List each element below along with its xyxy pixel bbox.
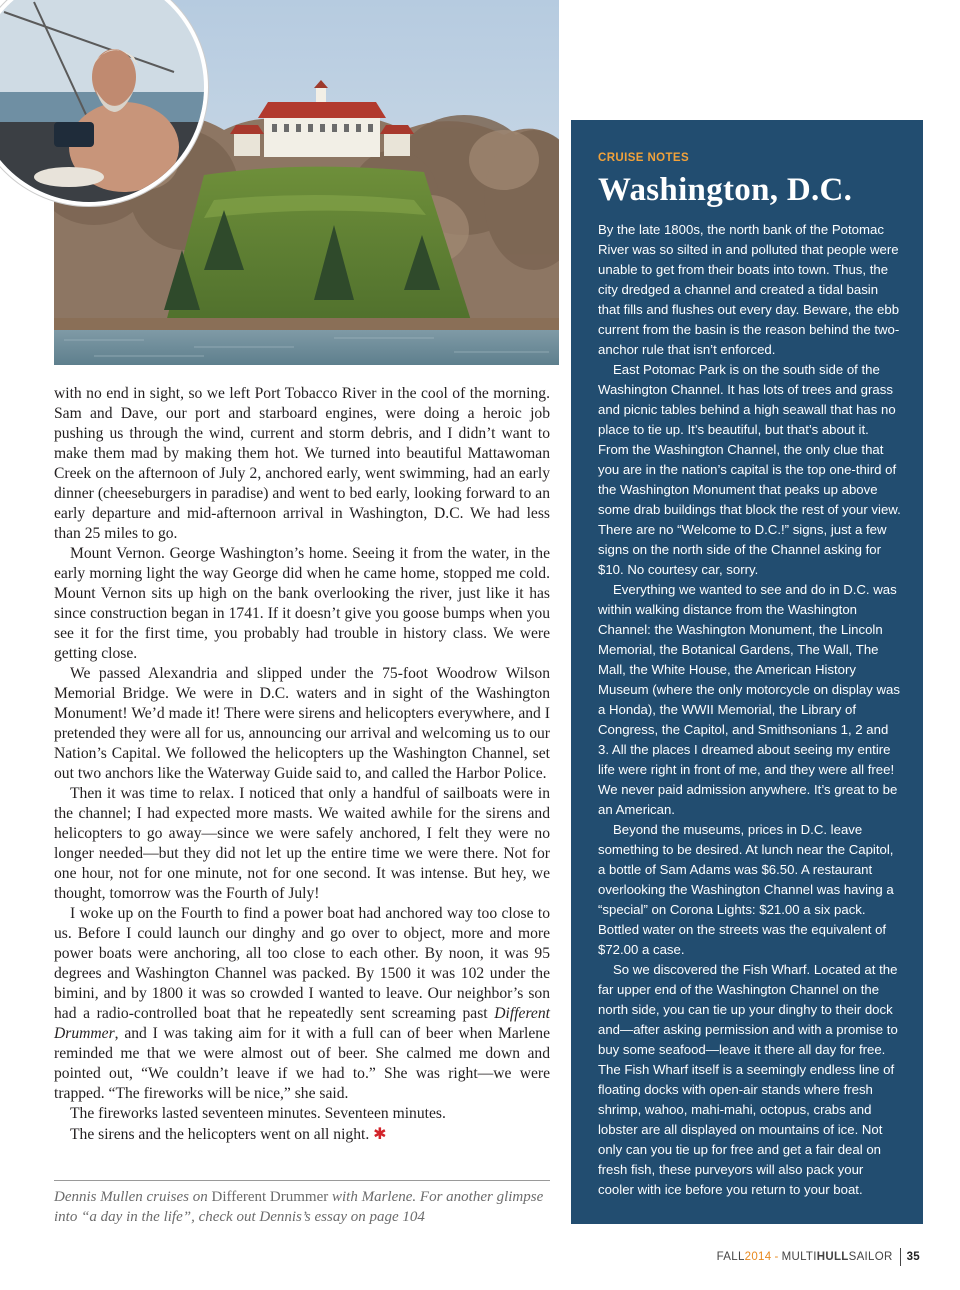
sidebar-paragraph: Everything we wanted to see and do in D.C. was within walking distance from the Washington Channel: the Washington Monument, the Lincoln Memorial, the Botanical Gardens, The Wall, The Mall, the White House, the American History Museum (where the only motorcycle on display was a Honda), the WWII Memorial, the Library of Congress, the Capitol, and Smithsonians 1, 2 and 3. All the places I dreamed about seeing my entire life were right in front of me, and they were all free! We never paid admission anywhere. It’s great to be an American. bbox=[598, 582, 900, 817]
caption-boat-name: Different Drummer bbox=[211, 1189, 329, 1205]
footer-magazine-hull: HULL bbox=[816, 1251, 849, 1263]
cruise-notes-sidebar bbox=[571, 120, 923, 1224]
author-caption bbox=[54, 1180, 550, 1227]
sidebar-kicker: CRUISE NOTES bbox=[598, 152, 690, 164]
article-paragraph: We passed Alexandria and slipped under the 75-foot Woodrow Wilson Memorial Bridge. We were in D.C. waters and in sight of the Washington Monument! We’d made it! There were sirens and helicopters everywhere, and I pretended they were all for us, announcing our arrival and welcoming us to our Nation’s Capital. We followed the helicopters up the Washington Channel, set out two anchors like the Waterway Guide said to, and called the Harbor Police. bbox=[54, 665, 550, 782]
footer-magazine-multi: MULTI bbox=[781, 1251, 817, 1263]
page-number: 35 bbox=[906, 1251, 920, 1263]
sidebar-body bbox=[598, 220, 901, 1200]
boat-name: Different Drummer bbox=[54, 1005, 550, 1042]
footer-dash: - bbox=[774, 1251, 779, 1263]
sidebar-paragraph: So we discovered the Fish Wharf. Located at the far upper end of the Washington Channel on the north side, you can tie up your dinghy to their dock and—after asking permission and with a promise to buy some seafood—leave it there all day for free. The Fish Wharf itself is a seemingly endless line of floating docks with open-air stands where fresh shrimp, wahoo, mahi-mahi, octopus, crabs and lobster are all displayed on mountains of ice. Not only can you tie up for free and get a fair deal on fresh fish, these purveyors will also pack your cooler with ice before you return to your boat. bbox=[598, 962, 898, 1197]
footer-divider bbox=[900, 1248, 901, 1266]
caption-lead: Dennis Mullen cruises on bbox=[54, 1189, 212, 1205]
caption-rest: with Marlene. For another glimpse into “a day in the life”, check out Dennis’s essay on page 104 bbox=[54, 1189, 544, 1225]
article-paragraph: Then it was time to relax. I noticed that only a handful of sailboats were in the channel; I had expected more masts. We waited awhile for the sirens and helicopters to go away—since we were safely anchored, I felt they were no longer needed—but they did not let up the entire time we were there. Not for one hour, not for one minute, not for one second. It was intense. But hey, we thought, tomorrow was the Fourth of July! bbox=[54, 785, 550, 902]
article-paragraph: with no end in sight, so we left Port Tobacco River in the cool of the morning. Sam and Dave, our port and starboard engines, were doing a heroic job pushing us through the wind, current and storm debris, and I didn’t want to make them mad by making them hot. We turned into beautiful Mattawoman Creek on the afternoon of July 2, anchored early, went swimming, had an early dinner (cheeseburgers in paradise) and went to bed early, looking forward to an early departure and mid-afternoon arrival in Washington, D.C. We had less than 25 miles to go. bbox=[54, 385, 550, 542]
footer-year: 2014 bbox=[744, 1251, 772, 1263]
footer-magazine-sailor: SAILOR bbox=[848, 1251, 893, 1263]
article-paragraph-text: The sirens and the helicopters went on all night. bbox=[70, 1126, 370, 1143]
article-paragraph bbox=[54, 1124, 550, 1145]
sidebar-title: Washington, D.C. bbox=[598, 172, 853, 208]
sidebar-paragraph: By the late 1800s, the north bank of the Potomac River was so silted in and polluted that people were unable to get from their boats into town. Thus, the city dredged a channel and created a tidal basin that fills and flushes out every day. Beware, the ebb current from the basin is the reason behind the two-anchor rule that isn’t enforced. bbox=[598, 222, 900, 357]
footer-season: FALL bbox=[716, 1251, 745, 1263]
article-paragraph-text: I woke up on the Fourth to find a power boat had anchored way too close to us. Before I could launch our dinghy and go over to object, more and more power boats were anchoring, all too close to each other. By noon, it was 95 degrees and Washington Channel was packed. By 1500 it was 102 under the bimini, and by 1800 it was so crowded I wanted to leave. Our neighbor’s son had a radio-controlled boat that he repeatedly sent screaming past bbox=[54, 905, 550, 1022]
page-footer bbox=[717, 1248, 920, 1266]
article-paragraph-text: , and I was taking aim for it with a full can of beer when Marlene reminded me that we were almost out of beer. She calmed me down and pointed out, “We couldn’t leave if we had to.” She was right—we were trapped. “The fireworks will be nice,” she said. bbox=[54, 1025, 550, 1102]
article-paragraph: Mount Vernon. George Washington’s home. Seeing it from the water, in the early morning light the way George did when he came home, stopped me cold. Mount Vernon sits up high on the bank overlooking the river, just like it has since construction began in 1741. If it doesn’t give you goose bumps when you see it for the first time, you probably had trouble in history class. We were getting close. bbox=[54, 545, 550, 662]
end-mark-icon: ✱ bbox=[373, 1124, 387, 1143]
sidebar-paragraph: Beyond the museums, prices in D.C. leave something to be desired. At lunch near the Capitol, a bottle of Sam Adams was $6.50. A restaurant overlooking the Washington Channel was having a “special” on Corona Lights: $21.00 a six pack. Bottled water on the streets was the equivalent of $72.00 a case. bbox=[598, 822, 894, 957]
article-body bbox=[54, 384, 550, 1145]
article-paragraph bbox=[54, 904, 550, 1104]
article-paragraph: The fireworks lasted seventeen minutes. Seventeen minutes. bbox=[70, 1105, 446, 1122]
sidebar-paragraph: East Potomac Park is on the south side of the Washington Channel. It has lots of trees and grass and picnic tables behind a high seawall that has no place to tie up. It’s beautiful, but that’s about it. From the Washington Channel, the only clue that you are in the nation’s capital is the top one-third of the Washington Monument that peaks up above some drab buildings that block the rest of your view. There are no “Welcome to D.C.!” signs, just a few signs on the north side of the Channel asking for $10. No courtesy car, sorry. bbox=[598, 362, 901, 577]
